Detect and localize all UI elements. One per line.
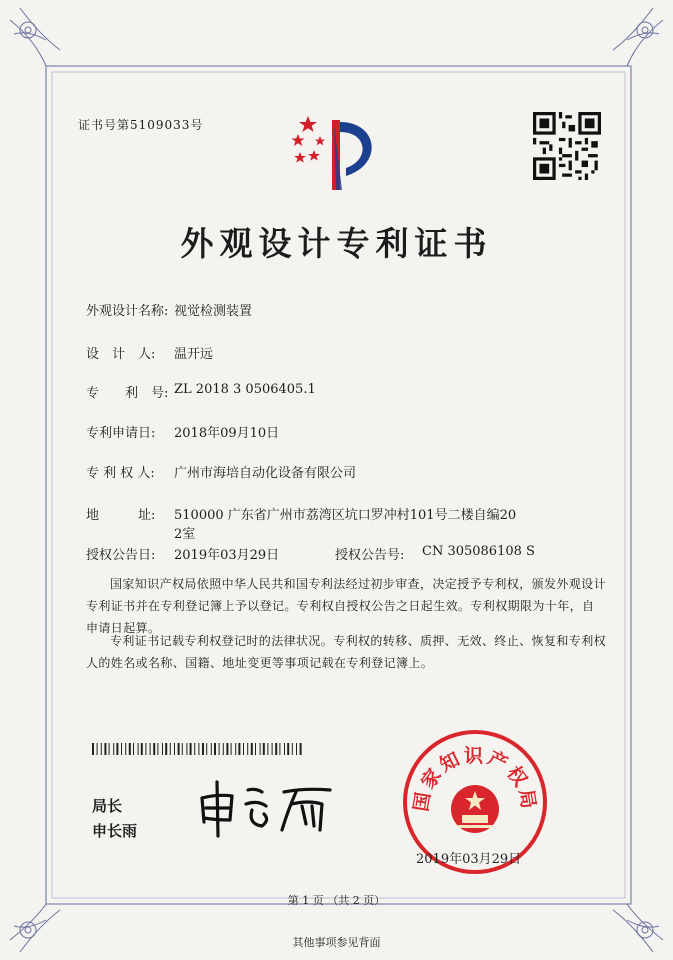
signature-role: 局长 bbox=[92, 797, 123, 815]
field-label-grant-number: 授权公告号: bbox=[335, 548, 405, 563]
back-page-note: 其他事项参见背面 bbox=[292, 936, 381, 949]
barcode-icon bbox=[92, 743, 304, 755]
field-value-grant-number: CN 305086108 S bbox=[422, 544, 535, 559]
field-value-address-line1: 510000 广东省广州市荔湾区坑口罗冲村101号二楼自编20 bbox=[174, 508, 517, 523]
field-label-design-name: 外观设计名称: bbox=[86, 304, 169, 319]
field-label-patentee: 专 利 权 人: bbox=[86, 466, 155, 481]
field-value-designer: 温开远 bbox=[174, 347, 214, 362]
field-value-patentee: 广州市海培自动化设备有限公司 bbox=[174, 466, 357, 481]
handwritten-signature bbox=[192, 770, 342, 840]
certificate-number: 证书号第5109033号 bbox=[78, 118, 204, 132]
field-label-grant-date: 授权公告日: bbox=[86, 548, 156, 563]
qr-code-icon bbox=[533, 112, 601, 180]
seal-date: 2019年03月29日 bbox=[416, 852, 522, 867]
field-value-design-name: 视觉检测装置 bbox=[174, 304, 253, 319]
patent-logo-icon bbox=[288, 112, 384, 194]
field-value-patent-number: ZL 2018 3 0506405.1 bbox=[174, 382, 316, 397]
statement-paragraph-2: 专利证书记载专利权登记时的法律状况。专利权的转移、质押、无效、终止、恢复和专利权人的姓名或名称、国籍、地址变更等事项记载在专利登记簿上。 bbox=[86, 634, 607, 670]
certificate-title: 外观设计专利证书 bbox=[180, 224, 493, 263]
field-label-patent-number: 专 利 号: bbox=[86, 386, 169, 401]
page-number: 第 1 页 （共 2 页） bbox=[287, 894, 386, 907]
seal-text: 国家知识产权局 bbox=[410, 745, 540, 814]
field-label-application-date: 专利申请日: bbox=[86, 426, 156, 441]
field-value-application-date: 2018年09月10日 bbox=[174, 426, 280, 441]
signature-name: 申长雨 bbox=[92, 822, 138, 840]
statement-paragraph-1: 国家知识产权局依照中华人民共和国专利法经过初步审查，决定授予专利权，颁发外观设计专利证书并在专利登记簿上予以登记。专利权自授权公告之日起生效。专利权期限为十年，自申请日起算。 bbox=[86, 577, 607, 635]
field-value-grant-date: 2019年03月29日 bbox=[174, 548, 280, 563]
field-label-designer: 设 计 人: bbox=[86, 347, 156, 362]
national-emblem-icon bbox=[451, 785, 499, 833]
field-label-address: 地 址: bbox=[86, 508, 156, 523]
field-value-address-line2: 2室 bbox=[174, 527, 196, 542]
